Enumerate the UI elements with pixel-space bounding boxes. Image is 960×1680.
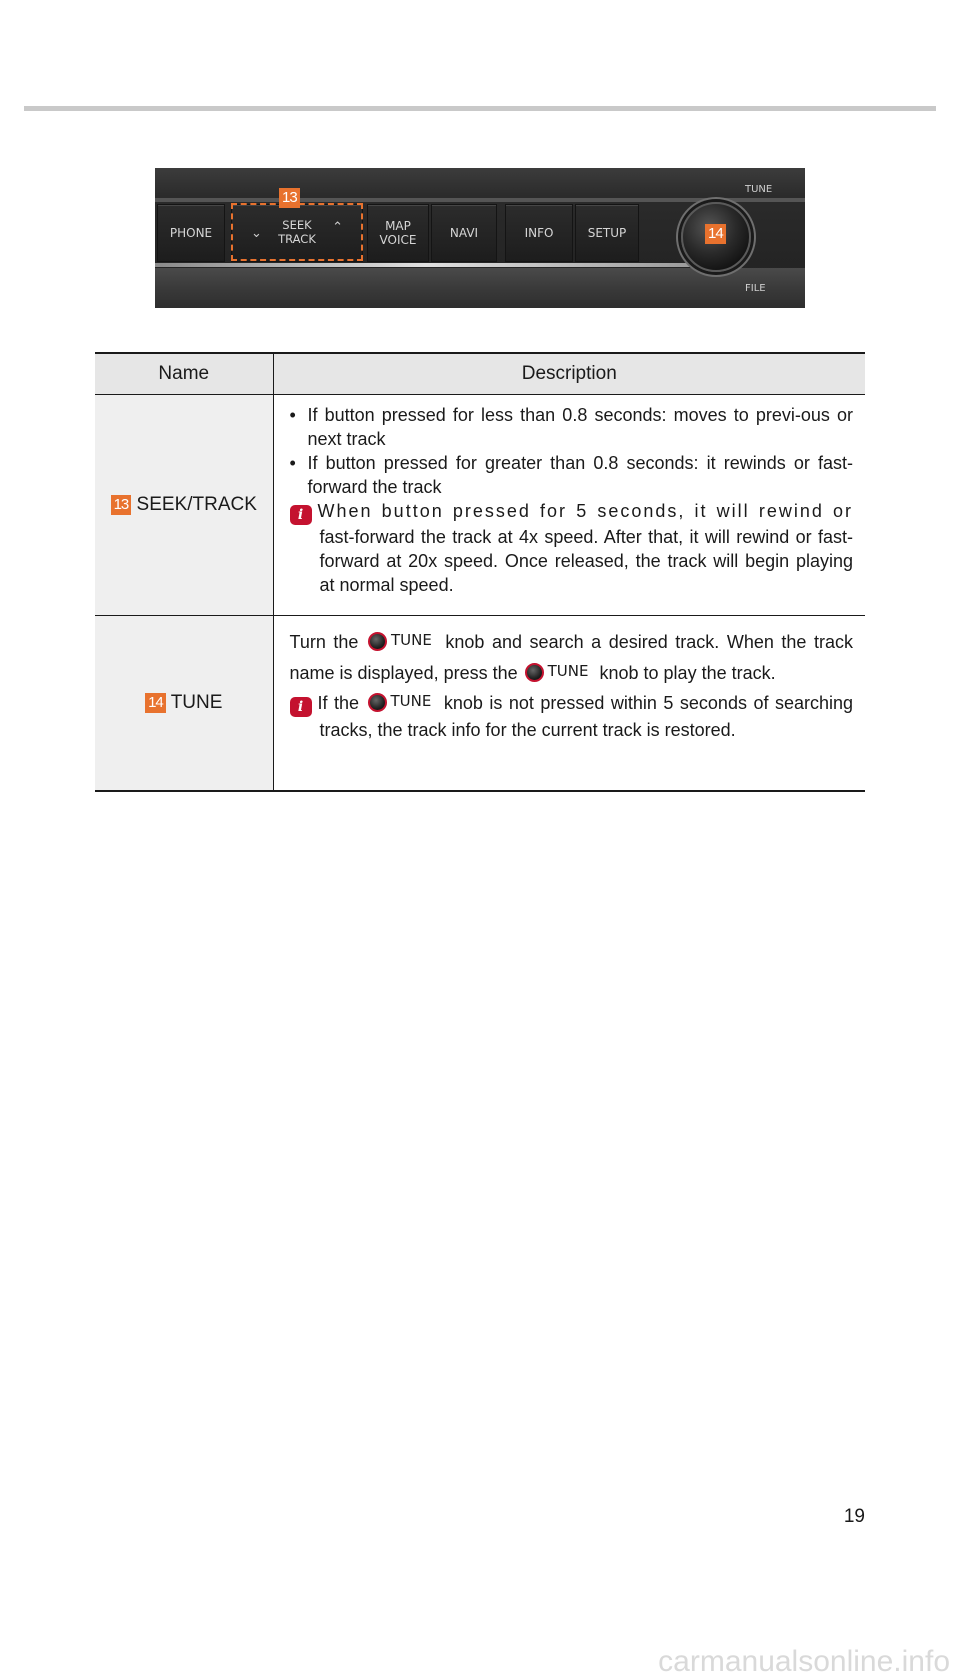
row-name: SEEK/TRACK [136,494,257,515]
seek-track-highlight [231,203,363,261]
map-label-line2: VOICE [379,233,417,247]
seek-label-line2: TRACK [278,232,316,246]
info-icon: i [290,505,312,525]
panel-chrome-trim [155,263,695,267]
name-cell [95,395,273,616]
info-button-label: INFO [524,226,554,240]
map-label-line1: MAP [385,219,411,233]
row-badge: 13 [111,495,132,515]
description-cell [273,395,865,616]
navi-button [431,204,497,262]
row-badge: 14 [145,693,166,713]
header-description: Description [273,353,865,395]
note-text-2: knob is not pressed within 5 seconds of searching tracks, the track info for the current track is restored. [319,693,853,740]
callout-badge-14-label: 14 [705,224,726,244]
table-header-row [95,353,865,395]
tune-text-3: knob to play the track. [599,663,776,683]
table-row [95,395,865,616]
controls-table [95,352,865,792]
tune-text-2: knob and search a desired track. When the track name is displayed, press the [289,632,853,683]
note-lead: When button pressed for 5 seconds, it will rewind or [317,501,853,521]
knob-bottom-label: FILE [745,283,766,294]
tune-knob-icon [368,632,387,651]
panel-ledge [155,198,805,202]
phone-button [157,204,225,262]
info-note [290,688,854,744]
note-text-1: If the [317,693,360,713]
tune-word: TUNE [547,662,589,680]
callout-badge-13 [279,188,300,208]
callout-badge-14 [705,224,726,244]
tune-description [290,626,854,688]
top-rule [24,106,936,111]
phone-button-label: PHONE [169,226,213,240]
header-name: Name [95,353,273,395]
head-unit-panel-image [155,168,805,308]
setup-button [575,204,639,262]
chevron-down-icon: ⌄ [251,225,262,240]
row-name: TUNE [170,692,223,713]
chevron-up-icon: ⌃ [332,219,343,234]
table-row [95,616,865,792]
callout-badge-13-label: 13 [279,188,300,208]
panel-lower-strip [155,268,805,308]
knob-top-label: TUNE [745,184,773,195]
seek-label-line1: SEEK [282,218,312,232]
description-cell [273,616,865,792]
name-cell [95,616,273,792]
tune-text-1: Turn the [289,632,359,652]
tune-knob-icon [525,663,544,682]
page-number: 19 [843,1506,865,1527]
note-rest: fast-forward the track at 4x speed. After that, it will rewind or fast-forward at 20x speed. Once released, the track will begin playing at normal speed. [319,527,853,595]
bullet-item: • If button pressed for greater than 0.8 seconds: it rewinds or fast-forward the track [290,451,854,499]
info-icon: i [290,697,312,717]
tune-word: TUNE [390,692,432,710]
watermark: carmanualsonline.info [658,1645,950,1678]
map-voice-button [367,204,429,262]
bullet-item: • If button pressed for less than 0.8 seconds: moves to previ-ous or next track [290,403,854,451]
tune-word: TUNE [390,631,432,649]
setup-button-label: SETUP [587,226,627,240]
info-note [290,499,854,597]
tune-knob-icon [368,693,387,712]
navi-button-label: NAVI [449,226,479,240]
info-button [505,204,573,262]
